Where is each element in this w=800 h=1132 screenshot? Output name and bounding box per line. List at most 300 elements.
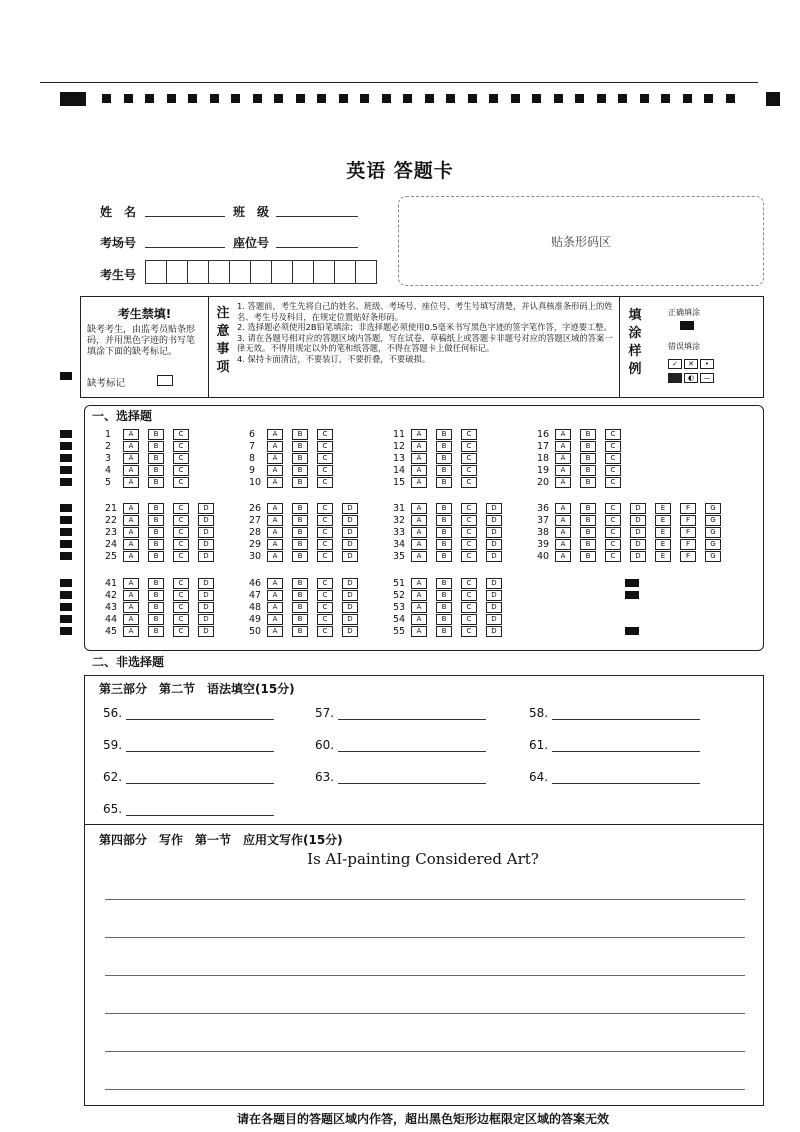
option-bubble[interactable]: B — [436, 527, 452, 538]
option-bubble[interactable]: C — [317, 590, 333, 601]
question-number: 23 — [105, 526, 118, 538]
blank-line[interactable] — [126, 739, 274, 752]
option-bubble[interactable]: A — [555, 441, 571, 452]
grammar-blank[interactable] — [315, 770, 486, 784]
question-row — [393, 440, 486, 452]
option-bubble[interactable]: B — [436, 465, 452, 476]
option-bubble[interactable]: G — [705, 515, 721, 526]
option-bubble[interactable]: F — [680, 503, 696, 514]
student-no-cell[interactable] — [292, 260, 314, 284]
option-bubble[interactable]: B — [580, 503, 596, 514]
option-bubble[interactable]: A — [411, 441, 427, 452]
option-bubble[interactable]: C — [461, 503, 477, 514]
option-bubble[interactable]: G — [705, 503, 721, 514]
option-bubble[interactable]: B — [292, 614, 308, 625]
option-bubble[interactable]: C — [605, 527, 621, 538]
option-bubble[interactable]: C — [173, 527, 189, 538]
wrong-half-icon: ◐ — [684, 373, 698, 383]
option-bubble[interactable]: D — [630, 527, 646, 538]
question-number: 47 — [249, 589, 262, 601]
option-bubble[interactable]: E — [655, 539, 671, 550]
option-bubble[interactable]: C — [461, 602, 477, 613]
option-bubble[interactable]: D — [198, 578, 214, 589]
option-bubble[interactable]: A — [411, 515, 427, 526]
option-bubble[interactable]: D — [486, 602, 502, 613]
question-number: 22 — [105, 514, 118, 526]
option-bubble[interactable]: A — [555, 453, 571, 464]
grammar-blank[interactable] — [103, 802, 274, 816]
option-bubble[interactable]: B — [292, 626, 308, 637]
option-bubble[interactable]: C — [461, 539, 477, 550]
student-no-cell[interactable] — [334, 260, 356, 284]
blank-line[interactable] — [552, 707, 700, 720]
option-bubble[interactable]: C — [605, 551, 621, 562]
option-bubble[interactable]: B — [436, 590, 452, 601]
option-bubble[interactable]: F — [680, 551, 696, 562]
option-bubble[interactable]: D — [342, 551, 358, 562]
student-no-cell[interactable] — [187, 260, 209, 284]
question-row — [105, 625, 223, 637]
missing-checkbox[interactable] — [157, 375, 173, 386]
option-bubble[interactable]: B — [436, 515, 452, 526]
option-bubble[interactable]: D — [486, 614, 502, 625]
option-bubble[interactable]: B — [580, 527, 596, 538]
option-bubble[interactable]: A — [555, 551, 571, 562]
timing-mark — [188, 94, 197, 103]
option-bubble[interactable]: F — [680, 539, 696, 550]
grammar-blank[interactable] — [315, 738, 486, 752]
option-bubble[interactable]: C — [173, 441, 189, 452]
option-bubble[interactable]: D — [342, 503, 358, 514]
option-bubble[interactable]: B — [148, 465, 164, 476]
part3-title: 第三部分 第二节 语法填空(15分) — [99, 682, 295, 696]
option-bubble[interactable]: E — [655, 551, 671, 562]
option-bubble[interactable]: A — [267, 453, 283, 464]
class-field[interactable] — [276, 202, 358, 217]
option-bubble[interactable]: D — [198, 503, 214, 514]
option-bubble[interactable]: C — [461, 578, 477, 589]
option-bubble[interactable]: A — [267, 441, 283, 452]
blank-line[interactable] — [126, 771, 274, 784]
option-bubble[interactable]: D — [342, 527, 358, 538]
option-bubble[interactable]: C — [317, 465, 333, 476]
option-bubble[interactable]: B — [580, 539, 596, 550]
blank-line[interactable] — [338, 707, 486, 720]
option-bubble[interactable]: B — [436, 441, 452, 452]
option-bubble[interactable]: A — [411, 578, 427, 589]
option-bubble[interactable]: D — [630, 503, 646, 514]
option-bubble[interactable]: C — [605, 441, 621, 452]
option-bubble[interactable]: C — [605, 503, 621, 514]
option-bubble[interactable]: B — [436, 614, 452, 625]
name-label: 姓 名 — [100, 205, 137, 219]
option-bubble[interactable]: C — [461, 515, 477, 526]
option-bubble[interactable]: E — [655, 503, 671, 514]
option-bubble[interactable]: A — [267, 539, 283, 550]
option-bubble[interactable]: D — [486, 515, 502, 526]
option-bubble[interactable]: B — [580, 453, 596, 464]
student-no-cell[interactable] — [145, 260, 167, 284]
option-bubble[interactable]: D — [198, 626, 214, 637]
timing-block — [625, 627, 639, 635]
option-bubble[interactable]: C — [317, 602, 333, 613]
option-bubble[interactable]: A — [123, 551, 139, 562]
option-bubble[interactable]: A — [555, 515, 571, 526]
option-bubble[interactable]: B — [148, 539, 164, 550]
mcq-area — [84, 405, 764, 651]
option-bubble[interactable]: B — [436, 578, 452, 589]
option-bubble[interactable]: B — [436, 602, 452, 613]
student-no-cell[interactable] — [250, 260, 272, 284]
option-bubble[interactable]: C — [317, 578, 333, 589]
option-bubble[interactable]: A — [555, 527, 571, 538]
option-bubble[interactable]: B — [148, 477, 164, 488]
option-bubble[interactable]: D — [342, 614, 358, 625]
blank-number: 61. — [529, 738, 549, 752]
student-no-cell[interactable] — [166, 260, 188, 284]
option-bubble[interactable]: G — [705, 527, 721, 538]
option-bubble[interactable]: A — [411, 429, 427, 440]
option-bubble[interactable]: C — [317, 453, 333, 464]
option-bubble[interactable]: G — [705, 539, 721, 550]
option-bubble[interactable]: B — [148, 626, 164, 637]
option-bubble[interactable]: C — [173, 551, 189, 562]
option-bubble[interactable]: A — [411, 602, 427, 613]
option-bubble[interactable]: B — [148, 453, 164, 464]
option-bubble[interactable]: A — [267, 614, 283, 625]
seat-field[interactable] — [276, 233, 358, 248]
option-bubble[interactable]: D — [198, 602, 214, 613]
option-bubble[interactable]: D — [342, 602, 358, 613]
option-bubble[interactable]: A — [267, 477, 283, 488]
option-bubble[interactable]: C — [317, 551, 333, 562]
option-bubble[interactable]: C — [173, 626, 189, 637]
option-bubble[interactable]: B — [580, 477, 596, 488]
timing-mark — [726, 94, 735, 103]
blank-line[interactable] — [552, 771, 700, 784]
option-bubble[interactable]: A — [123, 602, 139, 613]
option-bubble[interactable]: A — [267, 429, 283, 440]
correct-fill-label: 正确填涂 — [668, 308, 700, 317]
option-bubble[interactable]: E — [655, 515, 671, 526]
option-bubble[interactable]: D — [342, 539, 358, 550]
option-bubble[interactable]: C — [317, 429, 333, 440]
option-bubble[interactable]: C — [317, 503, 333, 514]
option-bubble[interactable]: A — [555, 465, 571, 476]
option-bubble[interactable]: A — [411, 527, 427, 538]
option-bubble[interactable]: C — [461, 551, 477, 562]
option-bubble[interactable]: A — [267, 578, 283, 589]
wrong-fill-label: 错误填涂 — [668, 342, 700, 351]
note-item: 2. 选择题必须使用2B铅笔填涂；非选择题必须使用0.5毫米书写黑色字迹的签字笔作答，字迹要工整。 — [237, 322, 612, 333]
question-number: 52 — [393, 589, 406, 601]
option-bubble[interactable]: D — [630, 539, 646, 550]
option-bubble[interactable]: C — [173, 465, 189, 476]
option-bubble[interactable]: C — [173, 503, 189, 514]
option-bubble[interactable]: A — [411, 614, 427, 625]
option-bubble[interactable]: B — [292, 551, 308, 562]
blank-number: 63. — [315, 770, 335, 784]
option-bubble[interactable]: D — [486, 578, 502, 589]
blank-number: 60. — [315, 738, 335, 752]
option-bubble[interactable]: A — [267, 626, 283, 637]
option-bubble[interactable]: A — [123, 453, 139, 464]
option-bubble[interactable]: A — [123, 626, 139, 637]
option-bubble[interactable]: D — [486, 590, 502, 601]
grammar-blank[interactable] — [103, 738, 274, 752]
grammar-blank[interactable] — [529, 738, 700, 752]
timing-mark — [425, 94, 434, 103]
option-bubble[interactable]: D — [486, 527, 502, 538]
option-bubble[interactable]: C — [173, 602, 189, 613]
option-bubble[interactable]: C — [173, 614, 189, 625]
option-bubble[interactable]: B — [148, 503, 164, 514]
option-bubble[interactable]: B — [436, 503, 452, 514]
option-bubble[interactable]: G — [705, 551, 721, 562]
option-bubble[interactable]: B — [292, 602, 308, 613]
option-bubble[interactable]: C — [173, 429, 189, 440]
option-bubble[interactable]: B — [292, 477, 308, 488]
grammar-blank[interactable] — [103, 770, 274, 784]
option-bubble[interactable]: A — [123, 465, 139, 476]
student-no-cell[interactable] — [355, 260, 377, 284]
option-bubble[interactable]: A — [267, 465, 283, 476]
option-bubble[interactable]: B — [292, 465, 308, 476]
option-bubble[interactable]: D — [198, 590, 214, 601]
option-bubble[interactable]: A — [411, 590, 427, 601]
option-bubble[interactable]: C — [173, 515, 189, 526]
writing-line — [105, 1089, 745, 1090]
timing-mark — [446, 94, 455, 103]
option-bubble[interactable]: B — [292, 539, 308, 550]
blank-line[interactable] — [338, 739, 486, 752]
question-row — [105, 577, 223, 589]
option-bubble[interactable]: A — [411, 465, 427, 476]
option-bubble[interactable]: C — [461, 477, 477, 488]
option-bubble[interactable]: B — [292, 503, 308, 514]
option-bubble[interactable]: C — [605, 515, 621, 526]
grammar-blank[interactable] — [529, 770, 700, 784]
option-bubble[interactable]: C — [605, 465, 621, 476]
option-bubble[interactable]: B — [580, 515, 596, 526]
option-bubble[interactable]: B — [148, 515, 164, 526]
option-bubble[interactable]: B — [292, 527, 308, 538]
option-bubble[interactable]: B — [148, 429, 164, 440]
option-bubble[interactable]: D — [630, 551, 646, 562]
option-bubble[interactable]: C — [317, 527, 333, 538]
option-bubble[interactable]: D — [486, 503, 502, 514]
option-bubble[interactable]: A — [123, 477, 139, 488]
option-bubble[interactable]: A — [555, 477, 571, 488]
option-bubble[interactable]: C — [317, 626, 333, 637]
option-bubble[interactable]: D — [630, 515, 646, 526]
option-bubble[interactable]: B — [148, 602, 164, 613]
option-bubble[interactable]: A — [555, 429, 571, 440]
option-bubble[interactable]: D — [198, 515, 214, 526]
name-field[interactable] — [145, 202, 225, 217]
option-bubble[interactable]: A — [411, 539, 427, 550]
grammar-blank[interactable] — [529, 706, 700, 720]
blank-line[interactable] — [126, 803, 274, 816]
option-bubble[interactable]: D — [342, 626, 358, 637]
option-bubble[interactable]: A — [267, 602, 283, 613]
question-number: 17 — [537, 440, 550, 452]
blank-line[interactable] — [552, 739, 700, 752]
student-no-cell[interactable] — [208, 260, 230, 284]
blank-line[interactable] — [126, 707, 274, 720]
option-bubble[interactable]: B — [148, 527, 164, 538]
option-bubble[interactable]: E — [655, 527, 671, 538]
option-bubble[interactable]: B — [580, 551, 596, 562]
option-bubble[interactable]: A — [123, 429, 139, 440]
question-row — [393, 589, 511, 601]
option-bubble[interactable]: D — [486, 539, 502, 550]
option-bubble[interactable]: C — [317, 477, 333, 488]
option-bubble[interactable]: A — [123, 539, 139, 550]
question-number: 8 — [249, 452, 256, 464]
option-bubble[interactable]: A — [555, 503, 571, 514]
student-no-grid[interactable] — [146, 260, 377, 284]
option-bubble[interactable]: B — [580, 441, 596, 452]
option-bubble[interactable]: D — [198, 551, 214, 562]
question-number: 54 — [393, 613, 406, 625]
timing-mark — [532, 94, 541, 103]
question-row — [105, 502, 223, 514]
option-bubble[interactable]: C — [317, 441, 333, 452]
option-bubble[interactable]: B — [436, 551, 452, 562]
option-bubble[interactable]: F — [680, 515, 696, 526]
option-bubble[interactable]: A — [267, 551, 283, 562]
option-bubble[interactable]: C — [605, 429, 621, 440]
option-bubble[interactable]: D — [342, 590, 358, 601]
option-bubble[interactable]: B — [292, 515, 308, 526]
side-mark — [60, 478, 72, 486]
option-bubble[interactable]: A — [123, 503, 139, 514]
blank-line[interactable] — [338, 771, 486, 784]
side-mark — [60, 579, 72, 587]
option-bubble[interactable]: C — [461, 626, 477, 637]
option-bubble[interactable]: C — [461, 590, 477, 601]
option-bubble[interactable]: C — [461, 441, 477, 452]
option-bubble[interactable]: B — [148, 578, 164, 589]
option-bubble[interactable]: C — [173, 578, 189, 589]
option-bubble[interactable]: B — [436, 429, 452, 440]
option-bubble[interactable]: D — [198, 614, 214, 625]
option-bubble[interactable]: B — [148, 441, 164, 452]
option-bubble[interactable]: B — [292, 429, 308, 440]
option-bubble[interactable]: A — [411, 626, 427, 637]
option-bubble[interactable]: A — [123, 614, 139, 625]
option-bubble[interactable]: A — [411, 551, 427, 562]
option-bubble[interactable]: D — [486, 626, 502, 637]
exam-room-field[interactable] — [145, 233, 225, 248]
option-bubble[interactable]: C — [461, 614, 477, 625]
option-bubble[interactable]: C — [461, 429, 477, 440]
option-bubble[interactable]: C — [461, 465, 477, 476]
question-number: 18 — [537, 452, 550, 464]
option-bubble[interactable]: A — [411, 477, 427, 488]
side-mark — [60, 454, 72, 462]
option-bubble[interactable]: A — [411, 503, 427, 514]
option-bubble[interactable]: D — [342, 578, 358, 589]
option-bubble[interactable]: C — [173, 539, 189, 550]
barcode-area: 贴条形码区 — [398, 196, 764, 286]
question-number: 21 — [105, 502, 118, 514]
option-bubble[interactable]: D — [198, 539, 214, 550]
option-bubble[interactable]: A — [555, 539, 571, 550]
option-bubble[interactable]: B — [292, 453, 308, 464]
timing-mark — [102, 94, 111, 103]
option-bubble[interactable]: B — [292, 441, 308, 452]
option-bubble[interactable]: B — [292, 590, 308, 601]
option-bubble[interactable]: C — [605, 477, 621, 488]
option-bubble[interactable]: A — [411, 453, 427, 464]
timing-mark — [403, 94, 412, 103]
option-bubble[interactable]: D — [198, 527, 214, 538]
question-row — [393, 550, 511, 562]
option-bubble[interactable]: A — [123, 441, 139, 452]
option-bubble[interactable]: A — [267, 503, 283, 514]
option-bubble[interactable]: A — [123, 590, 139, 601]
option-bubble[interactable]: A — [267, 590, 283, 601]
option-bubble[interactable]: C — [605, 453, 621, 464]
section2-title: 二、非选择题 — [92, 655, 165, 669]
option-bubble[interactable]: A — [123, 527, 139, 538]
option-bubble[interactable]: B — [292, 578, 308, 589]
option-bubble[interactable]: B — [436, 626, 452, 637]
wrong-dot-icon: • — [700, 359, 714, 369]
option-bubble[interactable]: A — [267, 527, 283, 538]
option-bubble[interactable]: B — [148, 590, 164, 601]
option-bubble[interactable]: C — [173, 477, 189, 488]
option-bubble[interactable]: C — [317, 539, 333, 550]
option-bubble[interactable]: B — [436, 453, 452, 464]
student-no-cell[interactable] — [271, 260, 293, 284]
option-bubble[interactable]: A — [267, 515, 283, 526]
option-bubble[interactable]: C — [317, 614, 333, 625]
timing-mark — [661, 94, 670, 103]
grammar-blank[interactable] — [103, 706, 274, 720]
footer-note: 请在各题目的答题区域内作答，超出黑色矩形边框限定区域的答案无效 — [236, 1112, 609, 1126]
student-no-cell[interactable] — [313, 260, 335, 284]
option-bubble[interactable]: B — [580, 465, 596, 476]
question-number: 36 — [537, 502, 550, 514]
timing-mark — [704, 94, 713, 103]
grammar-blank[interactable] — [315, 706, 486, 720]
student-no-cell[interactable] — [229, 260, 251, 284]
option-bubble[interactable]: C — [317, 515, 333, 526]
question-row — [249, 538, 367, 550]
question-number: 1 — [105, 428, 112, 440]
option-bubble[interactable]: D — [486, 551, 502, 562]
candidate-heading: 考生禁填! — [117, 307, 172, 321]
option-bubble[interactable]: D — [342, 515, 358, 526]
option-bubble[interactable]: B — [148, 551, 164, 562]
option-bubble[interactable]: B — [148, 614, 164, 625]
option-bubble[interactable]: B — [436, 477, 452, 488]
option-bubble[interactable]: C — [605, 539, 621, 550]
option-bubble[interactable]: C — [173, 453, 189, 464]
option-bubble[interactable]: B — [580, 429, 596, 440]
option-bubble[interactable]: C — [461, 453, 477, 464]
option-bubble[interactable]: F — [680, 527, 696, 538]
option-bubble[interactable]: C — [461, 527, 477, 538]
option-bubble[interactable]: A — [123, 578, 139, 589]
option-bubble[interactable]: B — [436, 539, 452, 550]
option-bubble[interactable]: C — [173, 590, 189, 601]
question-number: 41 — [105, 577, 118, 589]
option-bubble[interactable]: A — [123, 515, 139, 526]
